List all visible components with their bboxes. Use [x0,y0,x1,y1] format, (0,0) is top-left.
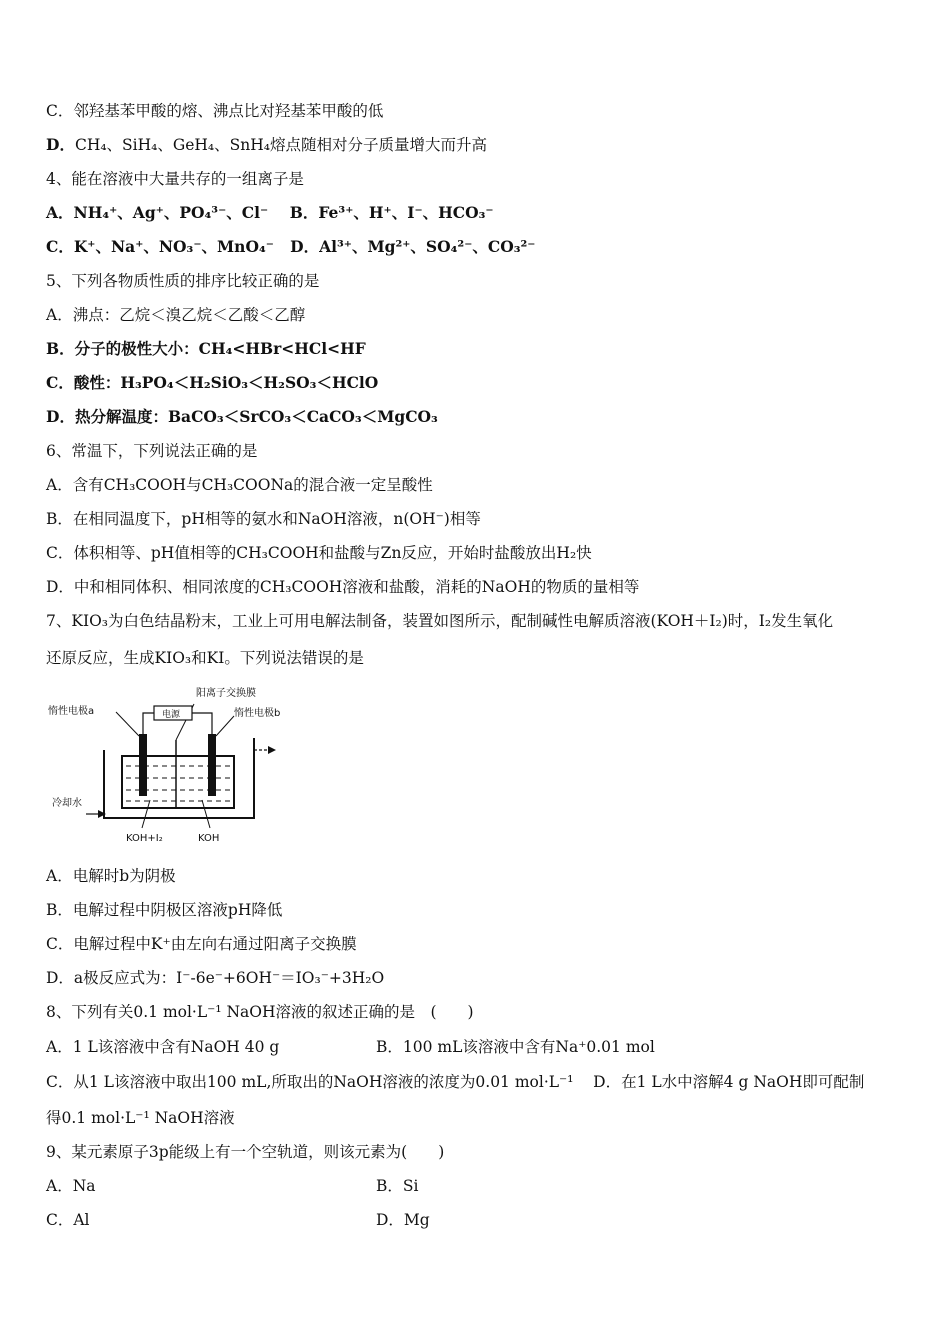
q5-stem: 5、下列各物质性质的排序比较正确的是 [46,272,320,290]
membrane-label: 阳离子交换膜 [196,688,256,699]
q8-stem: 8、下列有关0.1 mol·L⁻¹ NaOH溶液的叙述正确的是 ( ) [46,1003,474,1021]
q6-stem: 6、常温下，下列说法正确的是 [46,442,258,460]
q7-option-c: C．电解过程中K⁺由左向右通过阳离子交换膜 [46,935,357,953]
q9-option-a: A．Na [46,1177,96,1195]
power-supply-label: 电源 [162,710,181,720]
electrode-a [139,734,147,796]
q8-options-cd [46,1071,864,1093]
q7-option-b: B．电解过程中阴极区溶液pH降低 [46,901,283,919]
wire-b [192,713,212,734]
electrode-b-label: 惰性电极b [234,708,281,719]
q3-option-d [46,134,487,156]
q4-option-d: D．Al³⁺、Mg²⁺、SO₄²⁻、CO₃²⁻ [290,237,536,256]
cooling-water-label: 冷却水 [52,798,82,809]
q4-options-ab [46,202,494,224]
wire-a [143,713,154,734]
q6-option-d: D．中和相同体积、相同浓度的CH₃COOH溶液和盐酸，消耗的NaOH的物质的量相等 [46,578,640,596]
right-solution-label: KOH [198,833,220,844]
q5-option-b: B．分子的极性大小：CH₄<HBr<HCl<HF [46,339,366,358]
q5-option-a: A．沸点：乙烷＜溴乙烷＜乙酸＜乙醇 [46,306,306,324]
q8-option-d: D．在1 L水中溶解4 g NaOH即可配制 [593,1073,865,1091]
q7-stem-line2: 还原反应，生成KIO₃和KI。下列说法错误的是 [46,649,364,667]
electrode-b-leader [216,716,234,736]
q6-option-b: B．在相同温度下，pH相等的氨水和NaOH溶液，n(OH⁻)相等 [46,510,481,528]
q8-option-b: B．100 mL该溶液中含有Na⁺0.01 mol [376,1038,655,1056]
q8-option-d-cont: 得0.1 mol·L⁻¹ NaOH溶液 [46,1109,235,1127]
electrolysis-apparatus-figure [46,678,306,850]
q3-option-c: C．邻羟基苯甲酸的熔、沸点比对羟基苯甲酸的低 [46,102,384,120]
q4-option-b: B．Fe³⁺、H⁺、I⁻、HCO₃⁻ [289,203,494,222]
q6-option-a: A．含有CH₃COOH与CH₃COONa的混合液一定呈酸性 [46,476,433,494]
outlet-arrow-icon [268,746,276,754]
q3-option-d-letter: D． [46,135,75,154]
q4-options-cd [46,236,535,258]
q5-option-d: D．热分解温度：BaCO₃＜SrCO₃＜CaCO₃＜MgCO₃ [46,407,438,426]
electrolytic-tank [122,756,234,808]
q4-option-a: A．NH₄⁺、Ag⁺、PO₄³⁻、Cl⁻ [46,203,269,222]
q3-option-d-text: CH₄、SiH₄、GeH₄、SnH₄熔点随相对分子质量增大而升高 [74,136,487,154]
q9-option-b: B．Si [376,1177,419,1195]
q8-option-c: C．从1 L该溶液中取出100 mL,所取出的NaOH溶液的浓度为0.01 mol·L⁻¹ [46,1073,574,1091]
q9-option-d: D．Mg [376,1211,430,1229]
q5-option-c: C．酸性：H₃PO₄＜H₂SiO₃＜H₂SO₃＜HClO [46,373,379,392]
q8-option-a: A．1 L该溶液中含有NaOH 40 g [46,1038,280,1056]
electrode-a-label: 惰性电极a [48,706,95,717]
electrode-a-leader [116,712,139,736]
left-solution-leader [142,800,150,828]
electrode-b [208,734,216,796]
q4-stem: 4、能在溶液中大量共存的一组离子是 [46,170,304,188]
q7-option-a: A．电解时b为阴极 [46,867,176,885]
right-solution-leader [202,800,210,828]
q7-option-d: D．a极反应式为：I⁻-6e⁻+6OH⁻＝IO₃⁻+3H₂O [46,969,385,987]
q7-stem-line1: 7、KIO₃为白色结晶粉末，工业上可用电解法制备，装置如图所示，配制碱性电解质溶液(KOH＋I₂)时，I₂发生氧化 [46,612,834,630]
left-solution-label: KOH+I₂ [126,833,163,844]
q4-option-c: C．K⁺、Na⁺、NO₃⁻、MnO₄⁻ [46,237,274,256]
q9-stem: 9、某元素原子3p能级上有一个空轨道，则该元素为( ) [46,1143,445,1161]
q9-option-c: C．Al [46,1211,90,1229]
q6-option-c: C．体积相等、pH值相等的CH₃COOH和盐酸与Zn反应，开始时盐酸放出H₂快 [46,544,592,562]
